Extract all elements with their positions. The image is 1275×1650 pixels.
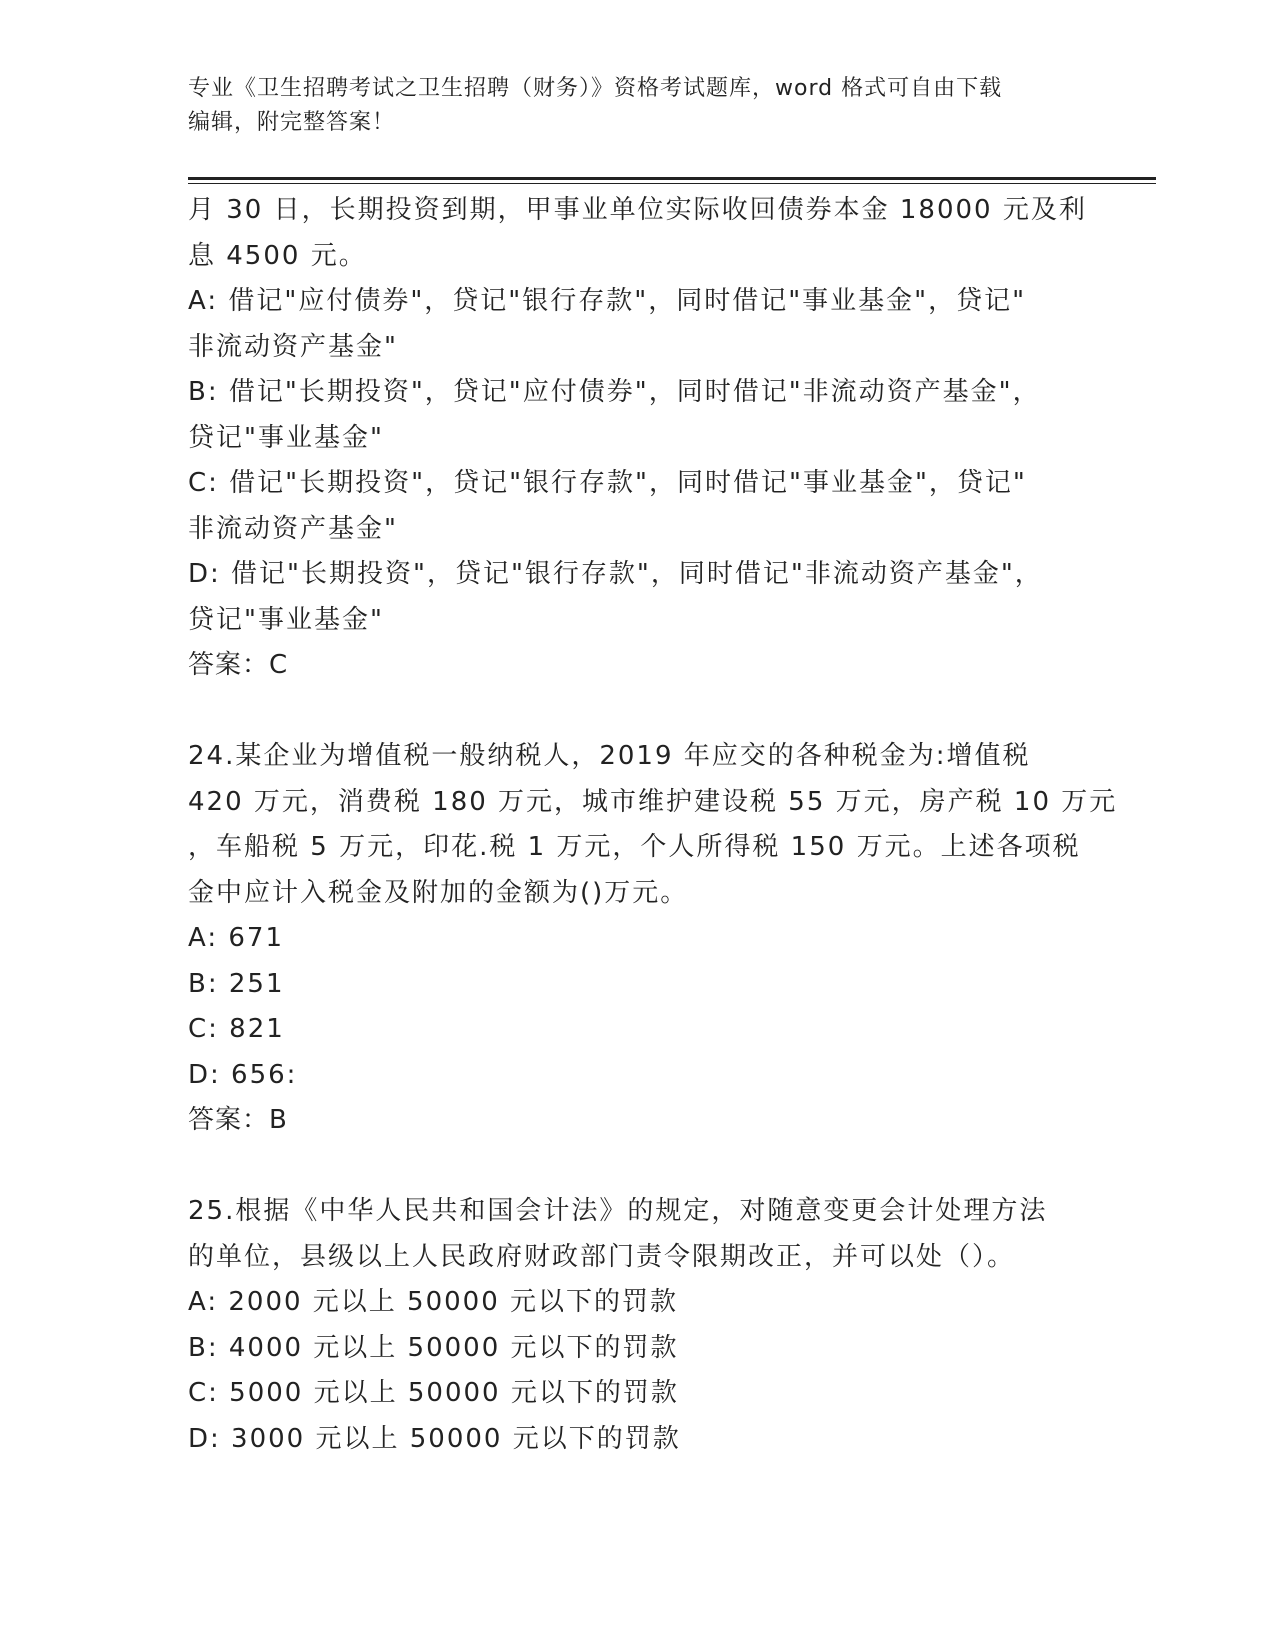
question-stem-line: ，车船税 5 万元，印花.税 1 万元，个人所得税 150 万元。上述各项税 <box>188 832 1081 862</box>
option-line: D: 656: <box>188 1059 298 1090</box>
option-line: D: 借记"长期投资"，贷记"银行存款"，同时借记"非流动资产基金"， <box>188 559 1043 589</box>
option-line: 贷记"事业基金" <box>188 604 384 635</box>
question-stem-line: 24.某企业为增值税一般纳税人，2019 年应交的各种税金为:增值税 <box>188 741 1031 771</box>
question-24 <box>188 734 1118 1144</box>
option-line: B: 借记"长期投资"，贷记"应付债券"，同时借记"非流动资产基金"， <box>188 377 1041 407</box>
document-header <box>188 72 1088 140</box>
option-line: A: 借记"应付债券"，贷记"银行存款"，同时借记"事业基金"，贷记" <box>188 286 1027 316</box>
answer-line: 答案：C <box>188 650 289 680</box>
option-line: B: 4000 元以上 50000 元以下的罚款 <box>188 1332 679 1363</box>
question-stem-line: 420 万元，消费税 180 万元，城市维护建设税 55 万元，房产税 10 万元 <box>188 786 1118 817</box>
question-stem-line: 的单位，县级以上人民政府财政部门责令限期改正，并可以处（）。 <box>188 1241 1016 1272</box>
question-stem-line: 金中应计入税金及附加的金额为()万元。 <box>188 877 689 908</box>
option-line: A: 2000 元以上 50000 元以下的罚款 <box>188 1287 679 1317</box>
spacer <box>188 1144 1088 1190</box>
header-rule-thick <box>188 177 1156 180</box>
question-stem-line: 息 4500 元。 <box>188 240 367 271</box>
option-line: D: 3000 元以上 50000 元以下的罚款 <box>188 1423 681 1454</box>
option-line: B: 251 <box>188 968 285 999</box>
answer-line: 答案：B <box>188 1105 288 1135</box>
option-line: 非流动资产基金" <box>188 331 398 362</box>
option-line: C: 5000 元以上 50000 元以下的罚款 <box>188 1378 679 1408</box>
header-rule-thin <box>188 183 1156 184</box>
header-line-1: 专业《卫生招聘考试之卫生招聘（财务）》资格考试题库，word 格式可自由下载 <box>188 76 1003 101</box>
option-line: A: 671 <box>188 923 284 953</box>
document-body <box>188 188 1118 1462</box>
header-line-2: 编辑，附完整答案！ <box>188 110 396 135</box>
option-line: 贷记"事业基金" <box>188 422 384 453</box>
spacer <box>188 689 1088 735</box>
question-stem-line: 月 30 日，长期投资到期，甲事业单位实际收回债券本金 18000 元及利 <box>188 195 1087 225</box>
option-line: 非流动资产基金" <box>188 513 398 544</box>
option-line: C: 借记"长期投资"，贷记"银行存款"，同时借记"事业基金"，贷记" <box>188 468 1027 498</box>
question-25 <box>188 1189 1088 1462</box>
question-stem-line: 25.根据《中华人民共和国会计法》的规定，对随意变更会计处理方法 <box>188 1196 1048 1226</box>
option-line: C: 821 <box>188 1014 285 1044</box>
question-23 <box>188 188 1088 689</box>
